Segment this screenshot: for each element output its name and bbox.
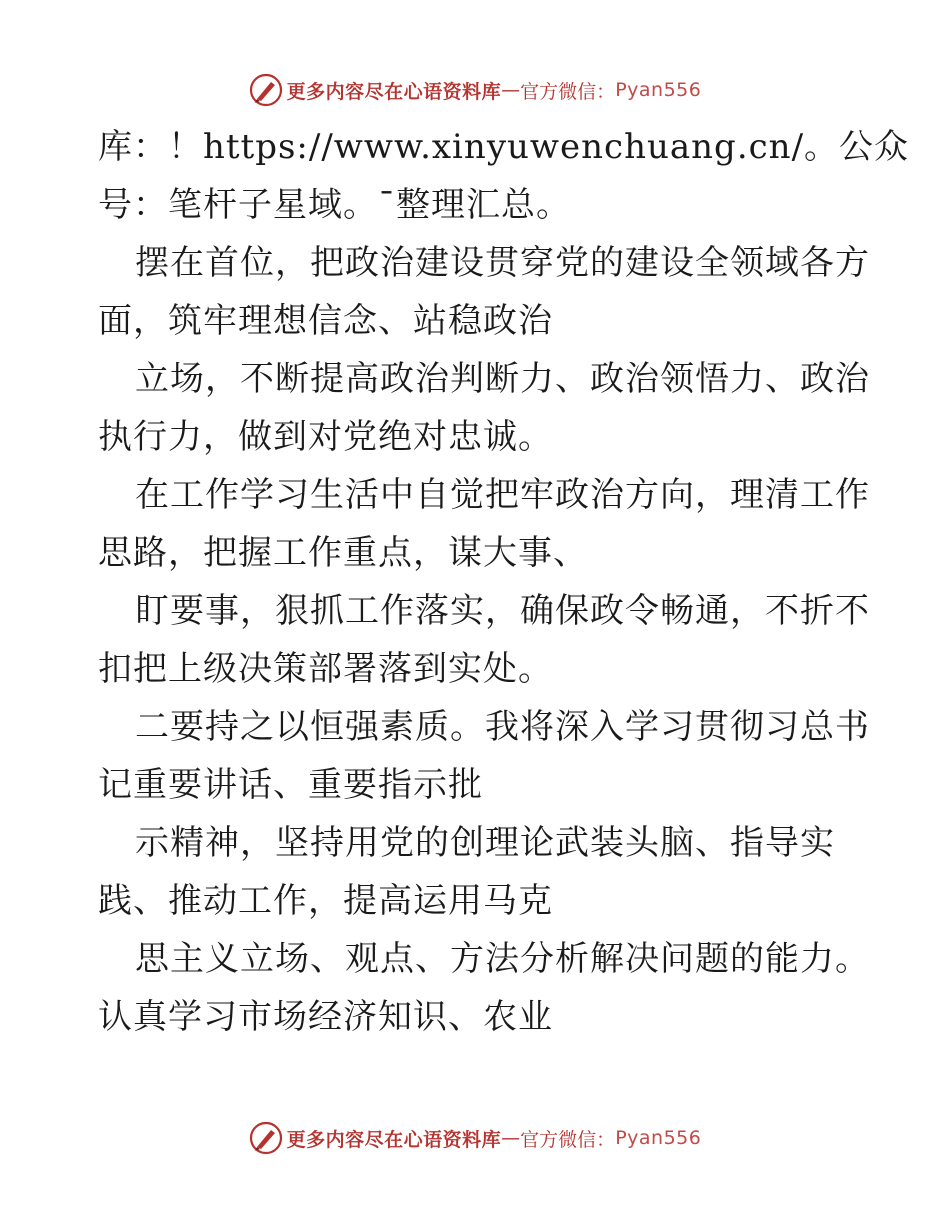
watermark-site-text: 更多内容尽在心语资料库: [286, 1128, 502, 1151]
pen-logo-icon: [249, 73, 283, 107]
body-line: 二要持之以恒强素质。我将深入学习贯彻习总书: [135, 707, 870, 747]
body-line: 库：！https://www.xinyuwenchuang.cn/。公众: [98, 127, 910, 167]
body-line: 示精神，坚持用党的创理论武装头脑、指导实: [135, 823, 835, 863]
header-watermark: [0, 70, 950, 110]
watermark-wechat-label: 官方微信：: [520, 1128, 616, 1151]
footer-watermark: [0, 1118, 950, 1158]
document-body: [98, 118, 910, 1046]
pen-logo-icon: [249, 1121, 283, 1155]
body-line: 号：笔杆子星域。¯整理汇总。: [98, 185, 571, 225]
body-line: 认真学习市场经济知识、农业: [98, 997, 553, 1037]
body-line: 记重要讲话、重要指示批: [98, 765, 483, 805]
watermark-separator: —: [501, 79, 521, 101]
body-line: 盯要事，狠抓工作落实，确保政令畅通，不折不: [135, 591, 870, 631]
body-line: 在工作学习生活中自觉把牢政治方向，理清工作: [135, 475, 870, 515]
body-line: 践、推动工作，提高运用马克: [98, 881, 553, 921]
body-line: 摆在首位，把政治建设贯穿党的建设全领域各方: [135, 243, 870, 283]
watermark-site-text: 更多内容尽在心语资料库: [286, 80, 502, 103]
body-line: 面，筑牢理想信念、站稳政治: [98, 301, 553, 341]
body-line: 立场，不断提高政治判断力、政治领悟力、政治: [135, 359, 870, 399]
watermark-account: Pyan556: [615, 79, 702, 101]
watermark-separator: —: [501, 1127, 521, 1149]
body-line: 思路，把握工作重点，谋大事、: [98, 533, 588, 573]
watermark-wechat-label: 官方微信：: [520, 80, 616, 103]
body-line: 执行力，做到对党绝对忠诚。: [98, 417, 553, 457]
body-line: 思主义立场、观点、方法分析解决问题的能力。: [135, 939, 870, 979]
body-line: 扣把上级决策部署落到实处。: [98, 649, 553, 689]
watermark-account: Pyan556: [615, 1127, 702, 1149]
